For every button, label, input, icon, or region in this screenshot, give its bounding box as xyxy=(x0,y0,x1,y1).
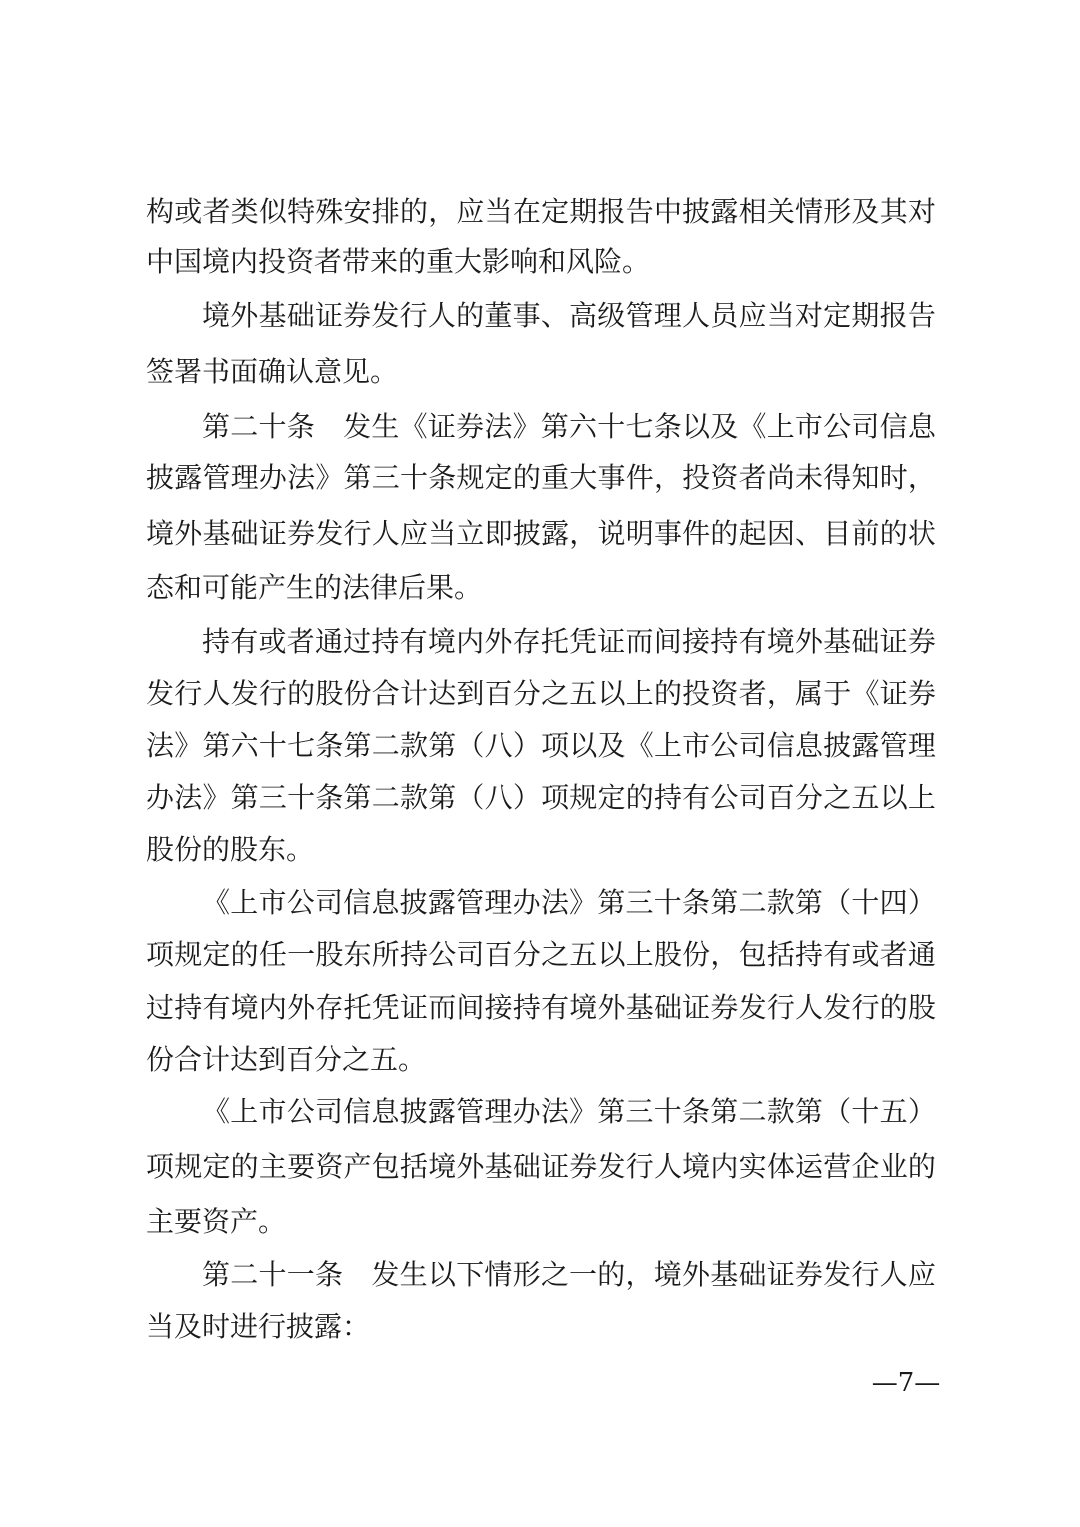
text-line: 第 二 十 条 发 生 《 证 券 法 》 第 六 十 七 条 以 及 《 上 市 公 司 信 息 xyxy=(202,410,936,443)
page-number: —7— xyxy=(871,1368,941,1398)
text-line: 境 外 基 础 证 券 发 行 人 应 当 立 即 披 露 ， 说 明 事 件 的 起 因 、 目 前 的 状 xyxy=(146,517,936,550)
text-line: 持 有 或 者 通 过 持 有 境 内 外 存 托 凭 证 而 间 接 持 有 境 外 基 础 证 券 xyxy=(202,625,936,658)
text-line: 第 二 十 一 条 发 生 以 下 情 形 之 一 的 ， 境 外 基 础 证 券 发 行 人 应 xyxy=(202,1258,936,1291)
text-line: 项 规 定 的 任 一 股 东 所 持 公 司 百 分 之 五 以 上 股 份 ， 包 括 持 有 或 者 通 xyxy=(146,938,936,971)
text-line: 中国境内投资者带来的重大影响和风险。 xyxy=(146,245,651,278)
text-line: 态和可能产生的法律后果。 xyxy=(146,571,483,604)
text-line: 法 》 第 六 十 七 条 第 二 款 第 （ 八 ） 项 以 及 《 上 市 公 司 信 息 披 露 管 理 xyxy=(146,729,936,762)
text-line: 过 持 有 境 内 外 存 托 凭 证 而 间 接 持 有 境 外 基 础 证 券 发 行 人 发 行 的 股 xyxy=(146,991,936,1024)
text-line: 份合计达到百分之五。 xyxy=(146,1043,427,1076)
text-line: 项 规 定 的 主 要 资 产 包 括 境 外 基 础 证 券 发 行 人 境 内 实 体 运 营 企 业 的 xyxy=(146,1150,936,1183)
text-line: 发 行 人 发 行 的 股 份 合 计 达 到 百 分 之 五 以 上 的 投 资 者 ， 属 于 《 证 券 xyxy=(146,677,936,710)
text-line: 境 外 基 础 证 券 发 行 人 的 董 事 、 高 级 管 理 人 员 应 当 对 定 期 报 告 xyxy=(202,299,936,332)
text-line: 披 露 管 理 办 法 》 第 三 十 条 规 定 的 重 大 事 件 ， 投 资 者 尚 未 得 知 时 ， xyxy=(146,461,936,494)
text-line: 《 上 市 公 司 信 息 披 露 管 理 办 法 》 第 三 十 条 第 二 款 第 （ 十 四 ） xyxy=(202,886,936,919)
text-line: 签署书面确认意见。 xyxy=(146,355,399,388)
text-line: 《 上 市 公 司 信 息 披 露 管 理 办 法 》 第 三 十 条 第 二 款 第 （ 十 五 ） xyxy=(202,1095,936,1128)
text-line: 当及时进行披露： xyxy=(146,1310,371,1343)
text-line: 办 法 》 第 三 十 条 第 二 款 第 （ 八 ） 项 规 定 的 持 有 公 司 百 分 之 五 以 上 xyxy=(146,781,936,814)
text-line: 主要资产。 xyxy=(146,1205,287,1238)
text-line: 股份的股东。 xyxy=(146,833,315,866)
text-line: 构 或 者 类 似 特 殊 安 排 的 ， 应 当 在 定 期 报 告 中 披 露 相 关 情 形 及 其 对 xyxy=(146,195,936,228)
